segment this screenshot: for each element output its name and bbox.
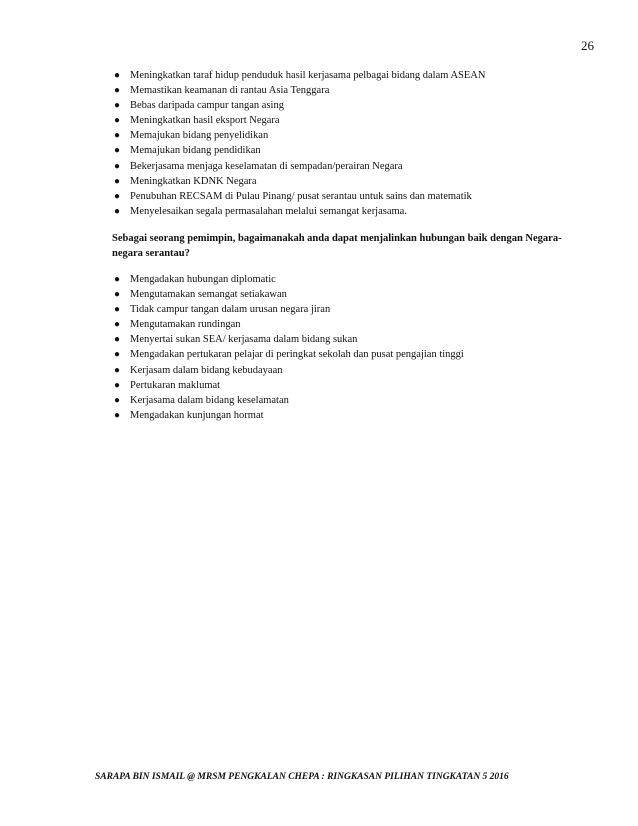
bullet-icon: ● bbox=[114, 145, 121, 157]
list-item bbox=[112, 378, 592, 393]
list-item-text: Mengadakan pertukaran pelajar di peringkat sekolah dan pusat pengajian tinggi bbox=[130, 349, 464, 361]
list-item bbox=[112, 408, 592, 423]
bullet-icon: ● bbox=[114, 379, 121, 391]
list-item bbox=[112, 302, 592, 317]
list-item bbox=[112, 363, 592, 378]
bullet-icon: ● bbox=[114, 130, 121, 142]
list-item-text: Tidak campur tangan dalam urusan negara jiran bbox=[130, 304, 331, 316]
bullet-icon: ● bbox=[114, 364, 121, 376]
list-item-text: Kerjasama dalam bidang keselamatan bbox=[130, 394, 289, 406]
list-item bbox=[112, 113, 592, 128]
list-item-text: Meningkatkan KDNK Negara bbox=[130, 175, 257, 187]
bullet-icon: ● bbox=[114, 304, 121, 316]
list-item bbox=[112, 272, 592, 287]
list-item-text: Mengutamakan rundingan bbox=[130, 319, 241, 331]
list-item bbox=[112, 128, 592, 143]
bullet-icon: ● bbox=[114, 190, 121, 202]
list-item bbox=[112, 317, 592, 332]
bullet-icon: ● bbox=[114, 85, 121, 97]
list-item bbox=[112, 204, 592, 219]
list-item-text: Memajukan bidang pendidikan bbox=[130, 145, 261, 157]
list-item-text: Memajukan bidang penyelidikan bbox=[130, 130, 269, 142]
page-footer: SARAPA BIN ISMAIL @ MRSM PENGKALAN CHEPA : RINGKASAN PILIHAN TINGKATAN 5 2016 bbox=[95, 772, 509, 782]
list-item bbox=[112, 98, 592, 113]
list-item-text: Menyelesaikan segala permasalahan melalui semangat kerjasama. bbox=[130, 205, 407, 217]
document-body bbox=[112, 68, 592, 423]
list-item bbox=[112, 347, 592, 362]
bullet-icon: ● bbox=[114, 334, 121, 346]
question-heading: Sebagai seorang pemimpin, bagaimanakah anda dapat menjalinkan hubungan baik dengan Negara-negara serantau? bbox=[112, 232, 562, 260]
bullet-icon: ● bbox=[114, 175, 121, 187]
bullet-icon: ● bbox=[114, 205, 121, 217]
list-item-text: Meningkatkan taraf hidup penduduk hasil kerjasama pelbagai bidang dalam ASEAN bbox=[130, 70, 486, 81]
list-item-text: Meningkatkan hasil eksport Negara bbox=[130, 115, 280, 127]
bullet-icon: ● bbox=[114, 319, 121, 331]
list-item-text: Bekerjasama menjaga keselamatan di sempadan/perairan Negara bbox=[130, 160, 403, 172]
list-item bbox=[112, 332, 592, 347]
bullet-list-relations bbox=[112, 272, 592, 423]
bullet-icon: ● bbox=[114, 409, 121, 421]
list-item bbox=[112, 68, 592, 83]
bullet-icon: ● bbox=[114, 394, 121, 406]
bullet-list-benefits bbox=[112, 68, 592, 219]
list-item bbox=[112, 189, 592, 204]
list-item-text: Mengadakan hubungan diplomatic bbox=[130, 273, 276, 285]
list-item-text: Menyertai sukan SEA/ kerjasama dalam bidang sukan bbox=[130, 334, 358, 346]
bullet-icon: ● bbox=[114, 115, 121, 127]
list-item bbox=[112, 287, 592, 302]
bullet-icon: ● bbox=[114, 349, 121, 361]
bullet-icon: ● bbox=[114, 160, 121, 172]
bullet-icon: ● bbox=[114, 100, 121, 112]
list-item-text: Mengadakan kunjungan hormat bbox=[130, 409, 264, 421]
list-item bbox=[112, 159, 592, 174]
list-item bbox=[112, 143, 592, 158]
bullet-icon: ● bbox=[114, 273, 121, 285]
list-item-text: Penubuhan RECSAM di Pulau Pinang/ pusat serantau untuk sains dan matematik bbox=[130, 190, 472, 202]
list-item bbox=[112, 83, 592, 98]
list-item-text: Kerjasam dalam bidang kebudayaan bbox=[130, 364, 283, 376]
list-item bbox=[112, 174, 592, 189]
page-number: 26 bbox=[581, 38, 594, 53]
list-item-text: Pertukaran maklumat bbox=[130, 379, 221, 391]
list-item-text: Memastikan keamanan di rantau Asia Tenggara bbox=[130, 85, 330, 97]
bullet-icon: ● bbox=[114, 289, 121, 301]
list-item-text: Bebas daripada campur tangan asing bbox=[130, 100, 284, 112]
list-item-text: Mengutamakan semangat setiakawan bbox=[130, 289, 287, 301]
bullet-icon: ● bbox=[114, 70, 121, 81]
list-item bbox=[112, 393, 592, 408]
